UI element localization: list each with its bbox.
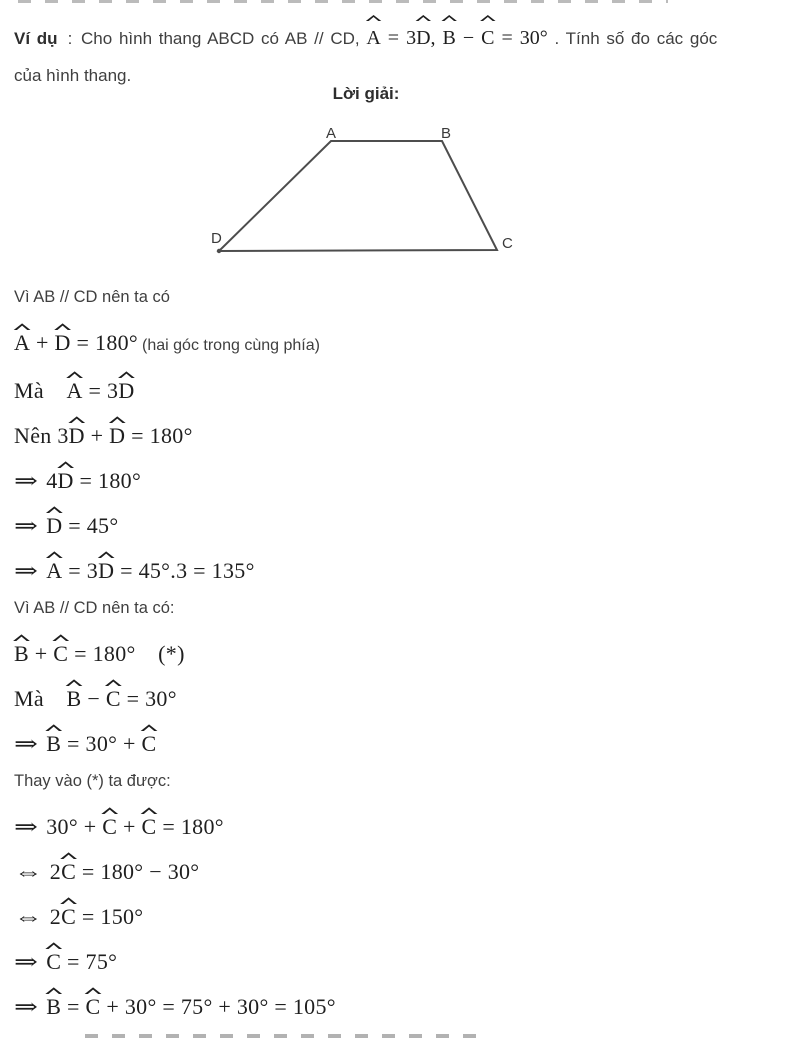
solution-text-line: Thay vào (*) ta được: — [14, 772, 171, 790]
vertex-label-d: D — [211, 230, 222, 247]
hatted-angle-letter: A — [67, 378, 83, 404]
wide-hat-accent-icon — [60, 897, 78, 904]
solution-math-line: Mà A = 3D — [14, 373, 788, 404]
hatted-angle-letter: D — [118, 378, 134, 404]
solution-math-line: ⇒ B = C + 30° = 75° + 30° = 105° — [14, 989, 788, 1020]
hatted-angle-letter: B — [14, 641, 29, 667]
implies-arrow-icon: ⇒ — [14, 558, 38, 583]
vertex-label-c: C — [502, 235, 513, 252]
wide-hat-accent-icon — [65, 679, 83, 686]
wide-hat-accent-icon — [84, 987, 102, 994]
solution-math-line: ⇔ 2C = 180° − 30° — [14, 854, 788, 885]
cropped-text-fragments-bottom — [85, 1034, 485, 1038]
hatted-angle-letter: C — [481, 21, 494, 55]
vertex-label-a: A — [326, 125, 337, 142]
hatted-angle-letter: C — [102, 814, 117, 840]
wide-hat-accent-icon — [140, 724, 158, 731]
hatted-angle-letter: D — [55, 330, 71, 356]
solution-math-line: Nên 3D + D = 180° — [14, 418, 788, 449]
implies-arrow-icon: ⇒ — [14, 814, 38, 839]
problem-statement-line2: của hình thang. — [14, 66, 132, 85]
hatted-angle-letter: C — [106, 686, 121, 712]
implies-arrow-icon: ⇒ — [14, 513, 38, 538]
hatted-angle-letter: A — [14, 330, 30, 356]
wide-hat-accent-icon — [108, 416, 126, 423]
hatted-angle-letter: D — [69, 423, 85, 449]
wide-hat-accent-icon — [415, 15, 431, 21]
problem-text-after: . Tính số đo các góc — [547, 29, 718, 48]
wide-hat-accent-icon — [54, 323, 72, 330]
solution-text-line: Vì AB // CD nên ta có: — [14, 599, 175, 617]
solution-heading: Lời giải: — [332, 84, 400, 103]
solution-math-line: ⇔ 2C = 150° — [14, 899, 788, 930]
solution-math-line: ⇒ 30° + C + C = 180° — [14, 809, 788, 840]
hatted-angle-letter: B — [46, 994, 61, 1020]
implies-arrow-icon: ⇒ — [14, 468, 38, 493]
example-separator: : — [67, 29, 73, 48]
hatted-angle-letter: A — [366, 21, 380, 55]
trapezoid-figure — [185, 114, 530, 266]
wide-hat-accent-icon — [45, 506, 63, 513]
solution-math-line: Mà B − C = 30° — [14, 681, 788, 712]
problem-math-expression: A = 3D , B − C = 30° — [366, 27, 547, 49]
problem-text-before: Cho hình thang ABCD có AB // CD, — [81, 29, 367, 48]
hatted-angle-letter: B — [67, 686, 82, 712]
hatted-angle-letter: D — [46, 513, 62, 539]
wide-hat-accent-icon — [12, 634, 30, 641]
hatted-angle-letter: C — [142, 814, 157, 840]
wide-hat-accent-icon — [45, 987, 63, 994]
example-label: Ví dụ — [14, 29, 58, 48]
wide-hat-accent-icon — [117, 371, 135, 378]
cropped-text-fragments-top — [18, 0, 668, 3]
hatted-angle-letter: A — [46, 558, 62, 584]
hatted-angle-letter: B — [46, 731, 61, 757]
iff-arrow-icon: ⇔ — [14, 904, 43, 929]
wide-hat-accent-icon — [97, 551, 115, 558]
wide-hat-accent-icon — [52, 634, 70, 641]
solution-math-line: ⇒ B = 30° + C — [14, 726, 788, 757]
hatted-angle-letter: C — [61, 859, 76, 885]
solution-text-line: Vì AB // CD nên ta có — [14, 288, 170, 306]
wide-hat-accent-icon — [140, 807, 158, 814]
wide-hat-accent-icon — [68, 416, 86, 423]
solution-math-line: ⇒ 4D = 180° — [14, 463, 788, 494]
solution-math-line: B + C = 180° (*) — [14, 636, 788, 667]
implies-arrow-icon: ⇒ — [14, 949, 38, 974]
wide-hat-accent-icon — [45, 942, 63, 949]
vertex-label-b: B — [441, 125, 452, 142]
hatted-angle-letter: C — [142, 731, 157, 757]
wide-hat-accent-icon — [60, 852, 78, 859]
wide-hat-accent-icon — [13, 323, 31, 330]
solution-math-line: A + D = 180° (hai góc trong cùng phía) — [14, 325, 788, 359]
wide-hat-accent-icon — [66, 371, 84, 378]
wide-hat-accent-icon — [45, 724, 63, 731]
wide-hat-accent-icon — [365, 15, 381, 21]
solution-steps — [14, 279, 788, 1034]
solution-math-line: ⇒ D = 45° — [14, 508, 788, 539]
hatted-angle-letter: B — [443, 21, 456, 55]
hatted-angle-letter: C — [53, 641, 68, 667]
hatted-angle-letter: D — [58, 468, 74, 494]
wide-hat-accent-icon — [101, 807, 119, 814]
hatted-angle-letter: C — [61, 904, 76, 930]
hatted-angle-letter: D — [98, 558, 114, 584]
iff-arrow-icon: ⇔ — [14, 859, 43, 884]
math-note: (hai góc trong cùng phía) — [142, 337, 320, 354]
wide-hat-accent-icon — [45, 551, 63, 558]
solution-math-line: ⇒ A = 3D = 45°.3 = 135° — [14, 553, 788, 584]
wide-hat-accent-icon — [480, 15, 496, 21]
trapezoid-drawing — [185, 114, 530, 266]
wide-hat-accent-icon — [441, 15, 457, 21]
solution-math-line: ⇒ C = 75° — [14, 944, 788, 975]
hatted-angle-letter: D — [416, 21, 430, 55]
implies-arrow-icon: ⇒ — [14, 731, 38, 756]
wide-hat-accent-icon — [104, 679, 122, 686]
wide-hat-accent-icon — [57, 461, 75, 468]
hatted-angle-letter: D — [109, 423, 125, 449]
hatted-angle-letter: C — [86, 994, 101, 1020]
implies-arrow-icon: ⇒ — [14, 994, 38, 1019]
problem-statement — [14, 21, 788, 56]
hatted-angle-letter: C — [46, 949, 61, 975]
